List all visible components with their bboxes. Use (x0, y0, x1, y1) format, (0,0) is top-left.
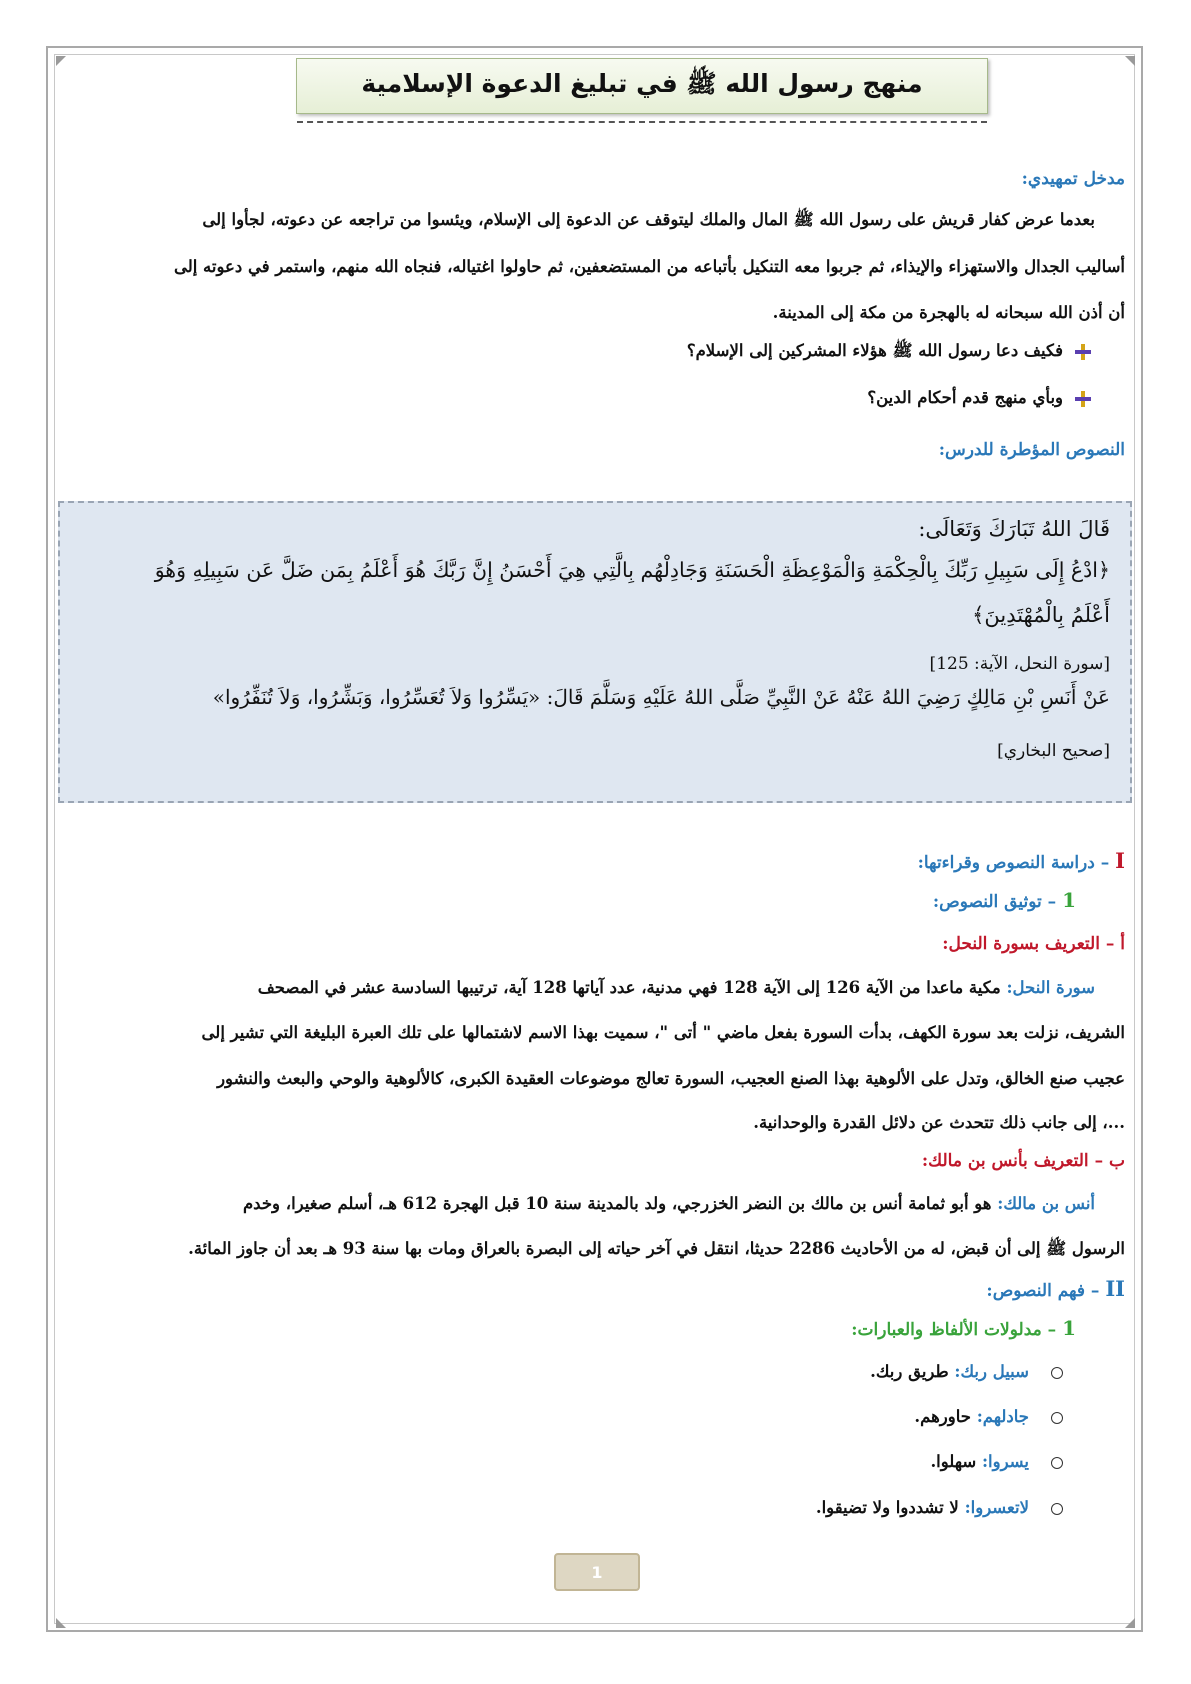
nahl-line: سورة النحل: مكية ماعدا من الآية 126 إلى الآية 128 فهي مدنية، عدد آياتها 128 آية، ترتيبها السادسة عشر في المصحف (257, 978, 1095, 997)
circle-bullet-icon (1051, 1503, 1063, 1515)
anas-line: أنس بن مالك: هو أبو ثمامة أنس بن مالك بن النضر الخزرجي، ولد بالمدينة سنة 10 قبل الهجرة 612 هـ، أسلم صغيرا، وخدم (242, 1194, 1095, 1213)
nahl-line: عجيب صنع الخالق، وتدل على الألوهية بهذا الصنع العجيب، السورة تعالج موضوعات العقيدة الكبرى، كالألوهية والوحي والبعث والنشور (217, 1069, 1125, 1088)
term-item: يسروا: سهلوا. (930, 1452, 1063, 1471)
nahl-line: الشريف، نزلت بعد سورة الكهف، بدأت السورة بفعل ماضي " أتى "، سميت بهذا الاسم لاشتمالها على تلك العبرة البليغة التي تشير إلى (201, 1023, 1125, 1042)
subsection-title-a: أ – التعريف بسورة النحل: (942, 934, 1125, 954)
anas-line: الرسول ﷺ إلى أن قبض، له من الأحاديث 2286 حديثا، انتقل في آخر حياته إلى البصرة بالعراق ومات بها سنة 93 هـ بعد أن جاوز المائة. (188, 1239, 1125, 1258)
circle-bullet-icon (1051, 1457, 1063, 1469)
page-title: منهج رسول الله ﷺ في تبليغ الدعوة الإسلامية (361, 68, 923, 98)
page-frame-inner (54, 54, 1135, 1624)
subsection-title-b: ب – التعريف بأنس بن مالك: (921, 1151, 1125, 1171)
page-number: 1 (554, 1553, 640, 1591)
question-item: وبأي منهج قدم أحكام الدين؟ (867, 388, 1091, 407)
corner-ornament (56, 1618, 66, 1628)
subsection-heading: 1 – توثيق النصوص: (932, 888, 1076, 912)
term-item: لاتعسروا: لا تشددوا ولا تضيقوا. (816, 1498, 1063, 1517)
plus-bullet-icon (1075, 391, 1091, 407)
plus-bullet-icon (1075, 344, 1091, 360)
hadith-text: عَنْ أَنَسِ بْنِ مَالِكٍ رَضِيَ اللهُ عَنْهُ عَنْ النَّبِيِّ صَلَّى اللهُ عَلَيْهِ وَسَلَّمَ قَالَ: «يَسِّرُوا وَلاَ تُعَسِّرُوا، وَبَشِّرُوا، وَلاَ تُنَفِّرُوا» (212, 685, 1110, 709)
verse-line: أَعْلَمُ بِالْمُهْتَدِينَ﴾ (972, 603, 1110, 627)
section-heading: I – دراسة النصوص وقراءتها: (917, 848, 1125, 873)
intro-line: أساليب الجدال والاستهزاء والإيذاء، ثم جربوا معه التنكيل بأتباعه من المستضعفين، ثم حاولوا اغتياله، فنجاه الله منهم، واستمر في دعوته إلى (173, 257, 1125, 276)
verse-line: ﴿ادْعُ إِلَى سَبِيلِ رَبِّكَ بِالْحِكْمَةِ وَالْمَوْعِظَةِ الْحَسَنَةِ وَجَادِلْهُم بِالَّتِي هِيَ أَحْسَنُ إِنَّ رَبَّكَ هُوَ أَعْلَمُ بِمَن ضَلَّ عَن سَبِيلِهِ وَهُوَ (154, 558, 1110, 582)
corner-ornament (1125, 56, 1135, 66)
circle-bullet-icon (1051, 1412, 1063, 1424)
circle-bullet-icon (1051, 1367, 1063, 1379)
intro-line: بعدما عرض كفار قريش على رسول الله ﷺ المال والملك ليتوقف عن الدعوة إلى الإسلام، ويئسوا من تراجعه عن دعوته، لجأوا إلى (202, 210, 1095, 229)
hadith-reference: [صحيح البخاري] (997, 741, 1110, 761)
section-heading: II – فهم النصوص: (986, 1276, 1125, 1301)
nahl-line: ...، إلى جانب ذلك تتحدث عن دلائل القدرة والوحدانية. (753, 1113, 1125, 1132)
question-item: فكيف دعا رسول الله ﷺ هؤلاء المشركين إلى الإسلام؟ (687, 341, 1091, 365)
texts-heading: النصوص المؤطرة للدرس: (938, 440, 1125, 460)
framed-texts-box (58, 501, 1132, 803)
term-item: سبيل ربك: طريق ربك. (870, 1362, 1063, 1381)
verse-reference: [سورة النحل، الآية: 125] (929, 654, 1110, 674)
title-banner (296, 58, 988, 114)
intro-line: أن أذن الله سبحانه له بالهجرة من مكة إلى المدينة. (772, 303, 1125, 322)
corner-ornament (56, 56, 66, 66)
corner-ornament (1125, 1618, 1135, 1628)
term-item: جادلهم: حاورهم. (914, 1407, 1063, 1426)
verse-intro: قَالَ اللهُ تَبَارَكَ وَتَعَالَى: (918, 517, 1110, 541)
intro-heading: مدخل تمهيدي: (1021, 169, 1125, 189)
subsection-heading: 1 – مدلولات الألفاظ والعبارات: (851, 1316, 1076, 1340)
